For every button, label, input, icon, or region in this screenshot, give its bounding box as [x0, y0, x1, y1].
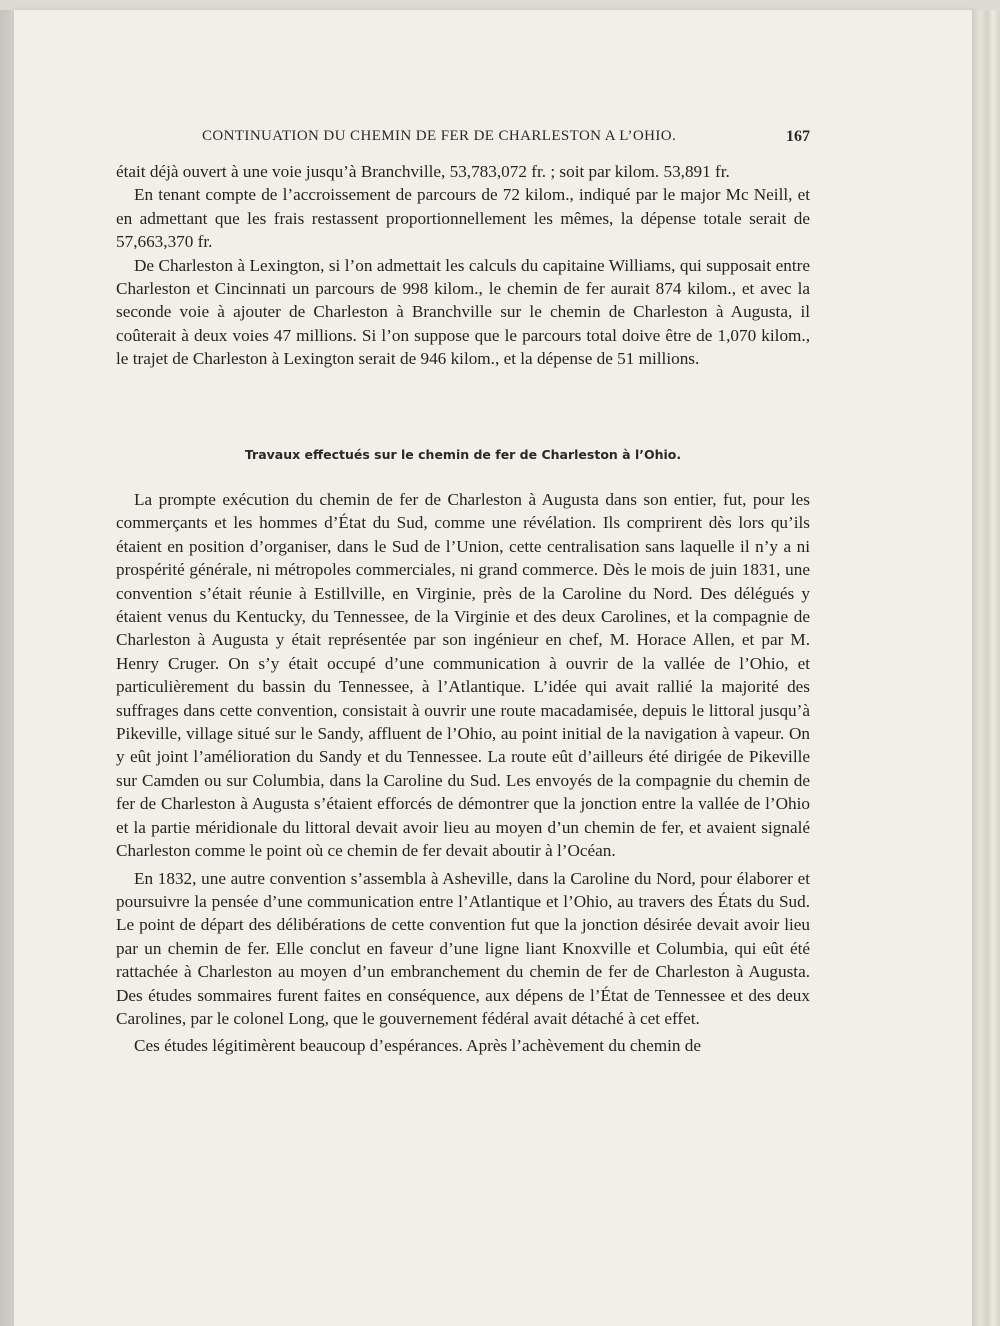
text-block-top [116, 160, 810, 371]
paragraph: De Charleston à Lexington, si l’on admettait les calculs du capitaine Williams, qui supposait entre Charleston et Cincinnati un parcours de 998 kilom., le chemin de fer aurait 874 kilom., et avec la seconde voie à ajouter de Charleston à Branchville sur le chemin de Charleston à Augusta, il coûterait à deux voies 47 millions. Si l’on suppose que le parcours total doive être de 1,070 kilom., le trajet de Charleston à Lexington serait de 946 kilom., et la dépense de 51 millions. [116, 255, 810, 369]
paragraph: En tenant compte de l’accroissement de parcours de 72 kilom., indiqué par le major Mc Neill, et en admettant que les frais restassent proportionnellement les mêmes, la dépense totale serait de 57,663,370 fr. [116, 185, 810, 252]
paragraph: En 1832, une autre convention s’assembla à Asheville, dans la Caroline du Nord, pour élaborer et poursuivre la pensée d’une communication entre l’Atlantique et l’Ohio, au travers des États du Sud. Le point de départ des délibérations de cette convention fut que la jonction désirée devait avoir lieu par un chemin de fer. Elle conclut en faveur d’une ligne liant Knoxville et Columbia, qui eût été rattachée à Charleston au moyen d’un embranchement du chemin de fer de Charleston à Augusta. Des études sommaires furent faites en conséquence, aux dépens de l’État de Tennessee et des deux Carolines, par le colonel Long, que le gouvernement fédéral avait détaché à cet effet. [116, 868, 810, 1028]
page-number: 167 [786, 128, 810, 145]
section-heading: Travaux effectués sur le chemin de fer de Charleston à l’Ohio. [244, 447, 682, 462]
page-stack-edge [972, 10, 1000, 1326]
running-head [116, 128, 810, 150]
paragraph: était déjà ouvert à une voie jusqu’à Branchville, 53,783,072 fr. ; soit par kilom. 53,891 fr. [116, 162, 730, 181]
running-title: CONTINUATION DU CHEMIN DE FER DE CHARLESTON A L’OHIO. [202, 128, 677, 144]
paragraph: Ces études légitimèrent beaucoup d’espérances. Après l’achèvement du chemin de [134, 1036, 701, 1056]
text-block-bottom [116, 488, 810, 1062]
paragraph: La prompte exécution du chemin de fer de Charleston à Augusta dans son entier, fut, pour les commerçants et les hommes d’État du Sud, comme une révélation. Ils comprirent dès lors qu’ils étaient en position d’organiser, dans le Sud de l’Union, cette centralisation sans laquelle il n’y a ni prospérité générale, ni métropoles commerciales, ni grand commerce. Dès le mois de juin 1831, une convention s’était réunie à Estillville, en Virginie, près de la Caroline du Nord. Des délégués y étaient venus du Kentucky, du Tennessee, de la Virginie et des deux Carolines, et la compagnie de Charleston à Augusta y était représentée par son ingénieur en chef, M. Horace Allen, et par M. Henry Cruger. On s’y était occupé d’une communication à ouvrir de la vallée de l’Ohio, et particulièrement du bassin du Tennessee, à l’Atlantique. L’idée qui avait rallié la majorité des suffrages dans cette convention, consistait à ouvrir une route macadamisée, depuis le littoral jusqu’à Pikeville, village situé sur le Sandy, affluent de l’Ohio, au point initial de la navigation à vapeur. On y eût joint l’amélioration du Sandy et du Tennessee. La route eût d’ailleurs été dirigée de Pikeville sur Camden ou sur Columbia, dans la Caroline du Sud. Les envoyés de la compagnie du chemin de fer de Charleston à Augusta s’étaient efforcés de démontrer que la jonction entre la vallée de l’Ohio et la partie méridionale du littoral devait avoir lieu au moyen d’un chemin de fer, et avaient signalé Charleston comme le point où ce chemin de fer devait aboutir à l’Océan. [116, 490, 810, 861]
